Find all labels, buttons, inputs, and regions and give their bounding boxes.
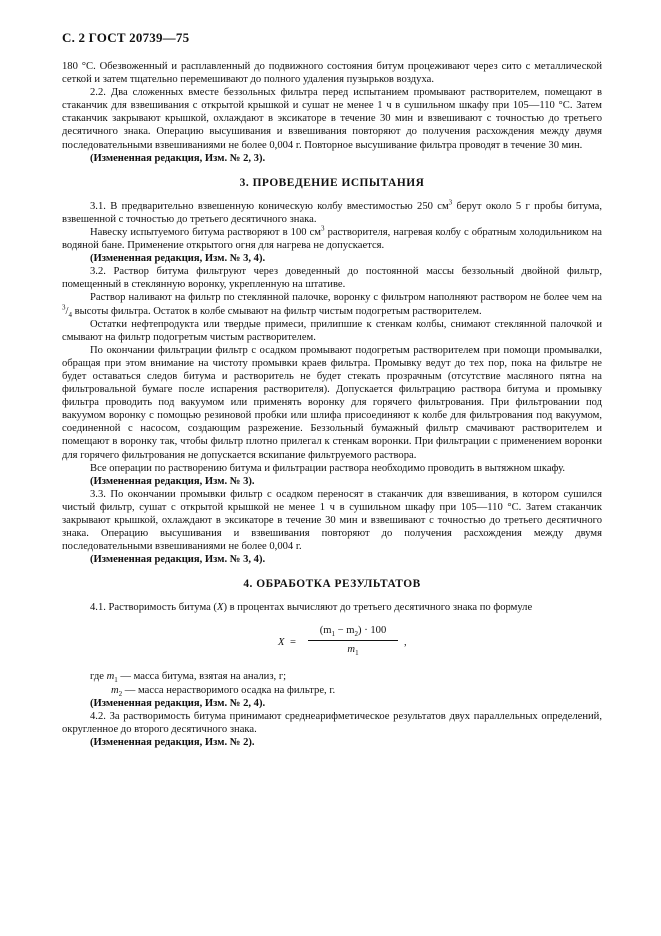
amendment-note: (Измененная редакция, Изм. № 2, 3). [90, 152, 266, 164]
paragraph-3-2-hood: Все операции по растворению битума и фильтрации раствора необходимо проводить в вытяжном шкафу. [90, 462, 566, 474]
amendment-note: (Измененная редакция, Изм. № 3). [90, 475, 255, 487]
paragraph-2-2: 2.2. Два сложенных вместе беззольных фильтра перед испытанием промывают растворителем, помещают в стаканчик для взвешивания с открытой крышкой и сушат не менее 1 ч в сушильном шкафу при 105—110 °С. Затем стаканчик закрывают крышкой, охлаждают в эксикаторе в течение 30 мин и взвешивают с точностью до третьего десятичного знака. Операцию высушивания и взвешивания повторяют до получения расхождения между двумя последовательными взвешиваниями не более 0,004 г. Повторное высушивание фильтра проводят в течение 30 мин. [62, 87, 602, 151]
paragraph-3-2-washing: По окончании фильтрации фильтр с осадком промывают подогретым растворителем при помощи промывалки, обращая при этом внимание на чистоту промывки краев фильтра. Промывку ведут до тех пор, пока на фильтре не будет оставаться следов битума и растворитель не будет стекать прозрачным (отсутствие масляного пятна на фильтровальной бумаге после испарения растворителя). Допускается фильтрацию раствора битума и промывку фильтра проводить под вакуумом или применять воронку для горячего фильтрования. При фильтровании под вакуумом воронку с помощью резиновой пробки или шлифа присоединяют к колбе для фильтрования под вакуумом, соединенной с насосом, создающим разрежение. Беззольный бумажный фильтр смачивают растворителем и помещают в воронку так, чтобы фильтр плотно прилегал к стенкам воронки. При фильтрации с применением воронки для горячего фильтрования не допускается вскипание фильтруемого раствора. [62, 344, 602, 461]
formula-denominator: $m_1$ [347, 644, 359, 658]
solubility-formula [62, 624, 602, 664]
formula-lhs: X [278, 637, 285, 649]
paragraph-3-2-pour: Раствор наливают на фильтр по стеклянной палочке, воронку с фильтром наполняют раствором не более чем на $^3/_4$ высоты фильтра. Остаток в колбе смывают на фильтр чистым подогретым растворителем. [62, 292, 602, 319]
amendment-note: (Измененная редакция, Изм. № 3, 4). [90, 554, 266, 566]
formula-legend-m2: $m_2$ — масса нерастворимого осадка на фильтре, г. [111, 684, 336, 698]
amendment-note: (Измененная редакция, Изм. № 2). [90, 736, 255, 748]
paragraph-2-1-continued: 180 °С. Обезвоженный и расплавленный до подвижного состояния битум процеживают через сито с металлической сеткой и затем тщательно перемешивают до полного удаления пузырьков воздуха. [62, 61, 602, 86]
amendment-note: (Измененная редакция, Изм. № 3, 4). [90, 253, 266, 265]
document-page [62, 30, 602, 749]
paragraph-3-1-sample: Навеску испытуемого битума растворяют в 100 $см^3$ растворителя, нагревая колбу с обратным холодильником на водяной бане. Применение открытого огня для нагрева не допускается. [62, 224, 603, 252]
amendment-note: (Измененная редакция, Изм. № 2, 4). [90, 697, 266, 709]
fraction-line [308, 640, 398, 641]
formula-comma: , [404, 637, 407, 649]
paragraph-3-1: 3.1. В предварительно взвешенную коническую колбу вместимостью 250 $см^3$ берут около 5 г пробы битума, взвешенной с точностью до третьего десятичного знака. [62, 198, 602, 225]
section-4-title: 4. ОБРАБОТКА РЕЗУЛЬТАТОВ [243, 578, 421, 591]
formula-numerator: $(m_1 - m_2) \cdot 100$ [319, 625, 387, 639]
section-3-title: 3. ПРОВЕДЕНИЕ ИСПЫТАНИЯ [239, 176, 425, 189]
formula-legend-m1: где $m_1$ — масса битума, взятая на анализ, г; [90, 671, 287, 685]
formula-equals: = [290, 637, 296, 649]
paragraph-4-2: 4.2. За растворимость битума принимают среднеарифметическое результатов двух параллельных определений, округленное до второго десятичного знака. [62, 710, 602, 735]
page-header: С. 2 ГОСТ 20739—75 [62, 30, 190, 45]
paragraph-3-2: 3.2. Раствор битума фильтруют через доведенный до постоянной массы беззольный двойной фильтр, помещенный в стеклянную воронку, укрепленную на штативе. [62, 266, 602, 291]
paragraph-3-3: 3.3. По окончании промывки фильтр с осадком переносят в стаканчик для взвешивания, в котором сушился чистый фильтр, сушат с открытой крышкой не менее 1 ч в сушильном шкафу при 105—110 °С. Затем стаканчик закрывают крышкой, охлаждают в эксикаторе в течение 30 мин и взвешивают с точностью до третьего десятичного знака. Операцию высушивания и взвешивания повторяют до получения расхождения между двумя последовательными взвешиваниями не более 0,004 г. [62, 488, 602, 553]
paragraph-3-2-residue: Остатки нефтепродукта или твердые примеси, прилипшие к стенкам колбы, снимают стеклянной палочкой и смывают на фильтр подогретым чистым растворителем. [62, 318, 602, 343]
paragraph-4-1: 4.1. Растворимость битума (X) в процентах вычисляют до третьего десятичного знака по формуле [90, 602, 533, 614]
